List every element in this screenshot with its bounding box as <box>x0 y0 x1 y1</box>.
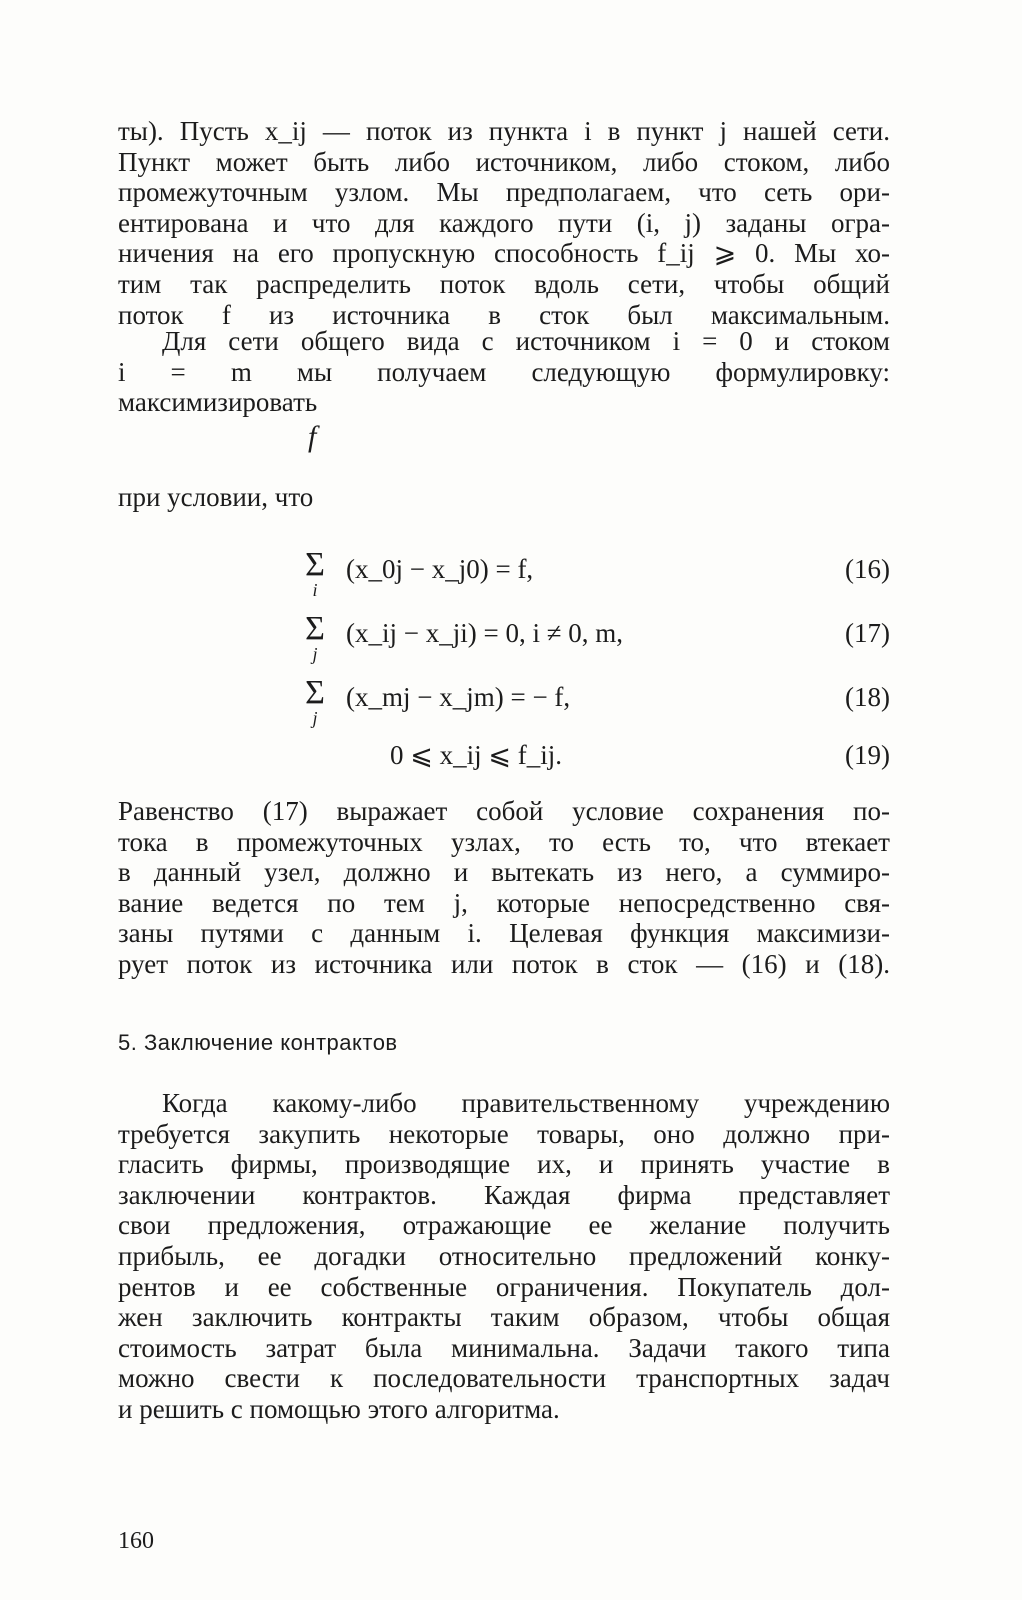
section-heading: 5. Заключение контрактов <box>118 1030 398 1055</box>
text-line: Пункт может быть либо источником, либо стоком, либо <box>118 146 890 177</box>
paragraph-contracts <box>118 1088 890 1425</box>
text-line: гласить фирмы, производящие их, и принять участие в <box>118 1149 890 1180</box>
text-line: поток f из источника в сток был максимальным. <box>118 299 890 330</box>
sum-symbol: Σ <box>305 674 325 711</box>
text-line: можно свести к последовательности транспортных задач <box>118 1363 890 1394</box>
text-line: и решить с помощью этого алгоритма. <box>118 1393 560 1424</box>
text-line: Для сети общего вида с источником i = 0 и стоком <box>162 326 890 356</box>
sum-symbol: Σ <box>305 546 325 583</box>
paragraph-formulation <box>118 326 890 418</box>
text-line: ничения на его пропускную способность f_ij ⩾ 0. Мы хо- <box>118 238 890 269</box>
sum-index: j <box>312 644 318 664</box>
text-line: i = m мы получаем следующую формулировку: <box>118 356 890 387</box>
text-line: рентов и ее собственные ограничения. Покупатель дол- <box>118 1271 890 1302</box>
text-line: прибыль, ее догадки относительно предложений конку- <box>118 1240 890 1271</box>
objective-function: f <box>308 420 317 453</box>
text-line: Равенство (17) выражает собой условие сохранения по- <box>118 796 890 826</box>
text-line: тим так распределить поток вдоль сети, чтобы общий <box>118 268 890 299</box>
paragraph-conservation <box>118 796 890 980</box>
sum-index: j <box>312 708 318 728</box>
equation-16 <box>300 548 890 608</box>
condition-label: при условии, что <box>118 482 314 512</box>
equation-19 <box>300 734 890 794</box>
text-line: свои предложения, отражающие ее желание получить <box>118 1210 890 1241</box>
page-number: 160 <box>118 1528 154 1554</box>
text-line: вание ведется по тем j, которые непосредственно свя- <box>118 887 890 918</box>
equation-number: (16) <box>845 554 890 584</box>
text-line: жен заключить контракты таким образом, чтобы общая <box>118 1302 890 1333</box>
text-line: тока в промежуточных узлах, то есть то, что втекает <box>118 826 890 857</box>
text-line: стоимость затрат была минимальна. Задачи такого типа <box>118 1332 890 1363</box>
text-line: ты). Пусть x_ij — поток из пункта i в пункт j нашей сети. <box>118 116 890 146</box>
sum-symbol: Σ <box>305 610 325 647</box>
text-line: промежуточным узлом. Мы предполагаем, что сеть ори- <box>118 177 890 208</box>
equation-number: (19) <box>845 740 890 770</box>
equation-17 <box>300 612 890 672</box>
equation-expression: (x_mj − x_jm) = − f, <box>346 682 571 712</box>
equation-expression: 0 ⩽ x_ij ⩽ f_ij. <box>390 740 562 770</box>
text-line: заключении контрактов. Каждая фирма представляет <box>118 1179 890 1210</box>
text-line: ентирована и что для каждого пути (i, j) заданы огра- <box>118 207 890 238</box>
sum-index: i <box>312 580 318 600</box>
text-line: требуется закупить некоторые товары, оно должно при- <box>118 1118 890 1149</box>
text-line: максимизировать <box>118 387 318 418</box>
equation-expression: (x_0j − x_j0) = f, <box>346 554 534 584</box>
text-line: Когда какому-либо правительственному учреждению <box>162 1088 890 1118</box>
equation-18 <box>300 676 890 736</box>
text-line: заны путями с данным i. Целевая функция максимизи- <box>118 918 890 949</box>
text-line: в данный узел, должно и вытекать из него, а суммиро- <box>118 857 890 888</box>
equation-number: (17) <box>845 618 890 648</box>
paragraph-network-flow <box>118 116 890 330</box>
text-line: рует поток из источника или поток в сток — (16) и (18). <box>118 948 890 979</box>
equation-expression: (x_ij − x_ji) = 0, i ≠ 0, m, <box>346 618 624 648</box>
equation-number: (18) <box>845 682 890 712</box>
